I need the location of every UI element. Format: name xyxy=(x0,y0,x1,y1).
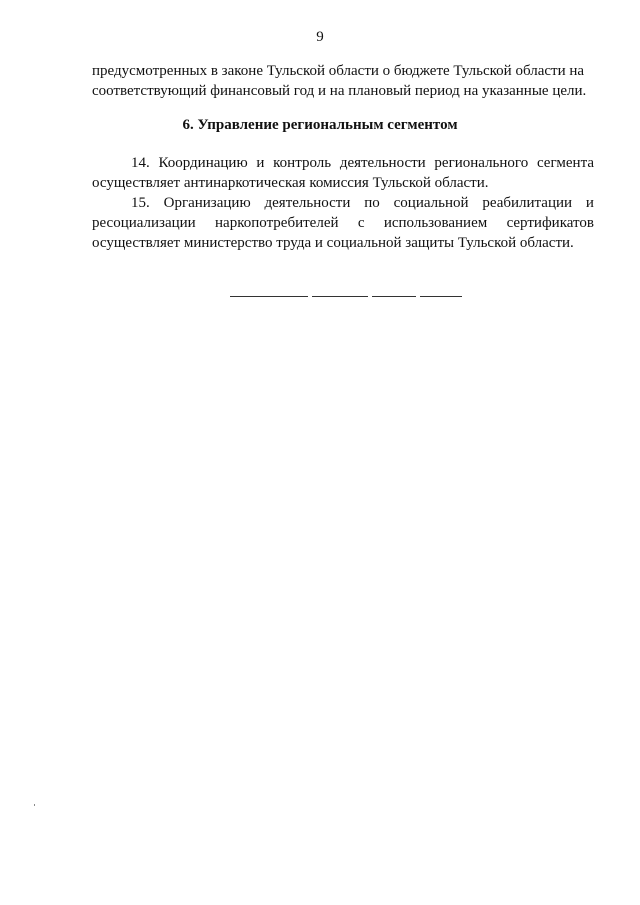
paragraph-14-line-2: осуществляет антинаркотическая комиссия Тульской области. xyxy=(92,175,489,191)
word: социальной xyxy=(393,195,469,211)
rule-gap xyxy=(308,295,312,298)
intro-paragraph xyxy=(92,61,594,101)
word: наркопотребителей xyxy=(215,215,339,231)
paragraph-15 xyxy=(92,193,594,253)
word: ресоциализации xyxy=(92,215,196,231)
end-of-document-rule xyxy=(230,296,462,297)
word: использованием xyxy=(383,215,488,231)
paragraph-15-line-2 xyxy=(92,213,594,233)
paragraph-15-line-3: осуществляет министерство труда и социальной защиты Тульской области. xyxy=(92,235,574,251)
word: контроль xyxy=(273,155,332,171)
word: Координацию xyxy=(158,155,248,171)
word: по xyxy=(364,195,380,211)
word: реабилитации xyxy=(482,195,573,211)
paragraph-14-line-1 xyxy=(92,153,594,173)
word: и xyxy=(256,155,265,171)
scan-artifact xyxy=(34,804,35,806)
rule-gap xyxy=(416,295,420,298)
word: с xyxy=(357,215,365,231)
intro-line-2: соответствующий финансовый год и на плановый период на указанные цели. xyxy=(92,83,587,99)
paragraph-15-line-1 xyxy=(92,193,594,213)
word: 15. xyxy=(131,195,150,211)
rule-gap xyxy=(368,295,372,298)
intro-line-1: предусмотренных в законе Тульской области о бюджете Тульской области на xyxy=(92,63,585,79)
word: Организацию xyxy=(163,195,251,211)
page-number: 9 xyxy=(316,29,324,45)
word: и xyxy=(585,195,594,211)
paragraph-14 xyxy=(92,153,594,193)
word: деятельности xyxy=(339,155,426,171)
word: деятельности xyxy=(264,195,351,211)
section-heading: 6. Управление региональным сегментом xyxy=(182,117,458,133)
word: сегмента xyxy=(536,155,594,171)
word: регионального xyxy=(434,155,529,171)
word: 14. xyxy=(131,155,150,171)
word: сертификатов xyxy=(506,215,594,231)
